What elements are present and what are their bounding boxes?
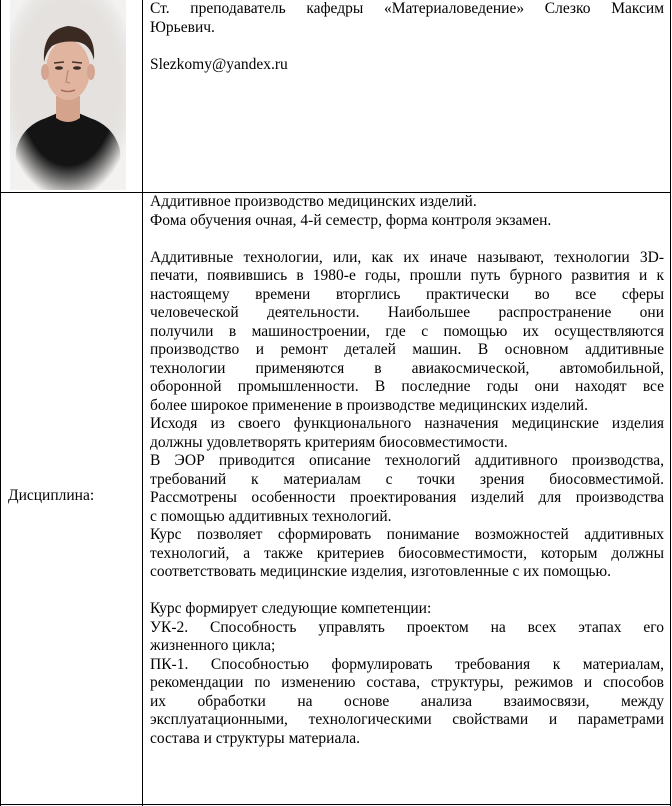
table-border-bottom — [0, 804, 671, 805]
portrait-image — [10, 0, 126, 190]
table-border-right — [670, 0, 671, 806]
teacher-info — [150, 0, 664, 74]
paragraph-line: должны удовлетворять критериям биосовместимости. — [150, 433, 508, 451]
competence-line: рекомендации по изменению состава, структуры, режимов и способов — [150, 674, 664, 691]
competence-line: их обработки на основе анализа взаимосвязи, между — [150, 692, 664, 710]
paragraph-line: с помощью аддитивных технологий. — [150, 507, 392, 525]
discipline-label: Дисциплина: — [8, 487, 95, 504]
paragraph-line: требований к материалам с точки зрения биосовместимой. — [150, 470, 664, 488]
discipline-description — [150, 193, 664, 748]
teacher-title-line-2: Юрьевич. — [150, 18, 215, 36]
competences-heading: Курс формирует следующие компетенции: — [150, 600, 432, 617]
paragraph-line: оборонной промышленности. В последние годы они находят все — [150, 378, 664, 395]
paragraph-line: Курс позволяет сформировать понимание возможностей аддитивных — [150, 526, 664, 543]
paragraph-line: В ЭОР приводится описание технологий аддитивного производства, — [150, 452, 664, 469]
teacher-email: Slezkomy@yandex.ru — [150, 55, 288, 73]
competence-line: эксплуатационными, технологическими свойствами и параметрами — [150, 711, 664, 728]
competence-line: состава и структуры материала. — [150, 729, 360, 747]
paragraph-line: получили в машиностроении, где с помощью их осуществляются — [150, 322, 664, 340]
teacher-photo — [10, 0, 126, 190]
teacher-title-line-1: Ст. преподаватель кафедры «Материаловедение» Слезко Максим — [150, 0, 664, 17]
paragraph-line: Рассмотрены особенности проектирования изделий для производства — [150, 489, 664, 506]
discipline-title: Аддитивное производство медицинских изделий. — [150, 193, 477, 210]
competence-line: жизненного цикла; — [150, 637, 276, 654]
table-border-left — [0, 0, 1, 806]
paragraph-line: соответствовать медицинские изделия, изготовленные с их помощью. — [150, 563, 611, 580]
paragraph-line: технологий, а также критериев биосовместимости, которым должны — [150, 544, 664, 562]
competence-line: ПК-1. Способностью формулировать требования к материалам, — [150, 655, 664, 673]
paragraph-line: человеческой деятельности. Наибольшее распространение они — [150, 304, 664, 321]
paragraph-line: более широкое применение в производстве медицинских изделий. — [150, 396, 588, 414]
study-form: Фома обучения очная, 4-й семестр, форма контроля экзамен. — [150, 211, 552, 229]
paragraph-line: технологии применяются в авиакосмической, автомобильной, — [150, 359, 664, 377]
paragraph-line: производство и ремонт деталей машин. В основном аддитивные — [150, 341, 664, 358]
paragraph-line: печати, появившись в 1980-е годы, прошли путь бурного развития и к — [150, 267, 664, 284]
competence-line: УК-2. Способность управлять проектом на всех этапах его — [150, 618, 664, 636]
paragraph-line: Аддитивные технологии, или, как их иначе называют, технологии 3D- — [150, 248, 664, 266]
paragraph-line: настоящему времени вторглись практически во все сферы — [150, 285, 664, 303]
table-border-middle — [142, 0, 143, 806]
paragraph-line: Исходя из своего функционального назначения медицинские изделия — [150, 415, 664, 432]
